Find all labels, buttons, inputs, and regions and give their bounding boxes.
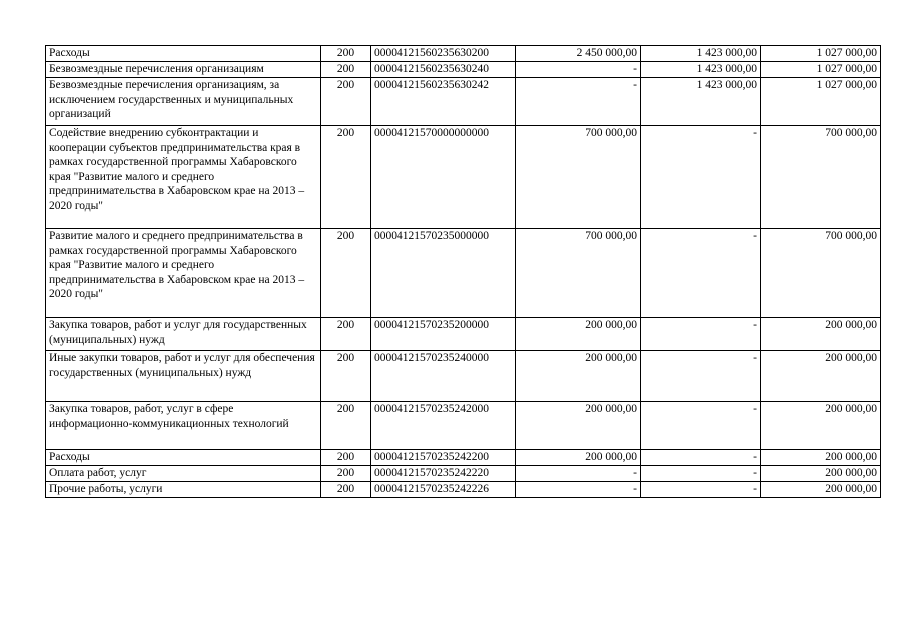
row-code-cell: 200	[321, 229, 371, 318]
row-name-cell: Безвозмездные перечисления организациям	[46, 62, 321, 78]
row-classification-cell: 00004121570235242000	[371, 402, 516, 450]
row-name-cell: Безвозмездные перечисления организациям, за исключением государственных и муниципальных организаций	[46, 78, 321, 126]
row-unexecuted-cell: 200 000,00	[761, 351, 881, 402]
row-classification-cell: 00004121560235630240	[371, 62, 516, 78]
row-code-cell: 200	[321, 62, 371, 78]
table-row	[46, 46, 881, 62]
row-code-cell: 200	[321, 126, 371, 229]
table-row	[46, 318, 881, 351]
row-name-cell: Прочие работы, услуги	[46, 482, 321, 498]
row-classification-cell: 00004121570235242220	[371, 466, 516, 482]
row-code-cell: 200	[321, 482, 371, 498]
table-row	[46, 229, 881, 318]
row-unexecuted-cell: 200 000,00	[761, 402, 881, 450]
row-approved-cell: 2 450 000,00	[516, 46, 641, 62]
row-executed-cell: 1 423 000,00	[641, 62, 761, 78]
row-approved-cell: 200 000,00	[516, 318, 641, 351]
row-unexecuted-cell: 1 027 000,00	[761, 78, 881, 126]
row-approved-cell: -	[516, 62, 641, 78]
row-executed-cell: -	[641, 318, 761, 351]
row-approved-cell: -	[516, 466, 641, 482]
table-row	[46, 62, 881, 78]
row-approved-cell: 200 000,00	[516, 450, 641, 466]
row-classification-cell: 00004121570235242200	[371, 450, 516, 466]
row-approved-cell: 200 000,00	[516, 402, 641, 450]
row-unexecuted-cell: 1 027 000,00	[761, 46, 881, 62]
row-name-cell: Содействие внедрению субконтрактации и кооперации субъектов предпринимательства края в рамках государственной программы Хабаровского края "Развитие малого и среднего предпринимательства в Хабаровском крае на 2013 – 2020 годы"	[46, 126, 321, 229]
row-executed-cell: -	[641, 351, 761, 402]
row-code-cell: 200	[321, 466, 371, 482]
row-unexecuted-cell: 700 000,00	[761, 229, 881, 318]
row-classification-cell: 00004121570235200000	[371, 318, 516, 351]
row-classification-cell: 00004121560235630242	[371, 78, 516, 126]
table-row	[46, 466, 881, 482]
row-code-cell: 200	[321, 46, 371, 62]
row-code-cell: 200	[321, 402, 371, 450]
row-executed-cell: 1 423 000,00	[641, 46, 761, 62]
row-approved-cell: 200 000,00	[516, 351, 641, 402]
row-executed-cell: -	[641, 450, 761, 466]
row-approved-cell: -	[516, 78, 641, 126]
row-unexecuted-cell: 700 000,00	[761, 126, 881, 229]
row-executed-cell: -	[641, 229, 761, 318]
table-row	[46, 402, 881, 450]
row-code-cell: 200	[321, 78, 371, 126]
row-executed-cell: -	[641, 466, 761, 482]
row-name-cell: Закупка товаров, работ, услуг в сфере информационно-коммуникационных технологий	[46, 402, 321, 450]
row-approved-cell: 700 000,00	[516, 229, 641, 318]
row-name-cell: Расходы	[46, 46, 321, 62]
row-name-cell: Иные закупки товаров, работ и услуг для обеспечения государственных (муниципальных) нужд	[46, 351, 321, 402]
row-code-cell: 200	[321, 318, 371, 351]
row-classification-cell: 00004121570235240000	[371, 351, 516, 402]
row-name-cell: Развитие малого и среднего предпринимательства в рамках государственной программы Хабаровского края "Развитие малого и среднего предпринимательства в Хабаровском крае на 2013 – 2020 годы"	[46, 229, 321, 318]
row-unexecuted-cell: 200 000,00	[761, 318, 881, 351]
row-unexecuted-cell: 1 027 000,00	[761, 62, 881, 78]
budget-execution-table	[45, 45, 881, 498]
table-row	[46, 78, 881, 126]
table-body	[46, 46, 881, 498]
table-row	[46, 351, 881, 402]
row-unexecuted-cell: 200 000,00	[761, 482, 881, 498]
row-name-cell: Закупка товаров, работ и услуг для государственных (муниципальных) нужд	[46, 318, 321, 351]
row-executed-cell: 1 423 000,00	[641, 78, 761, 126]
row-code-cell: 200	[321, 450, 371, 466]
row-code-cell: 200	[321, 351, 371, 402]
table-row	[46, 450, 881, 466]
table-row	[46, 126, 881, 229]
row-executed-cell: -	[641, 126, 761, 229]
row-approved-cell: 700 000,00	[516, 126, 641, 229]
row-classification-cell: 00004121570000000000	[371, 126, 516, 229]
row-classification-cell: 00004121560235630200	[371, 46, 516, 62]
row-executed-cell: -	[641, 402, 761, 450]
table-row	[46, 482, 881, 498]
row-unexecuted-cell: 200 000,00	[761, 466, 881, 482]
row-classification-cell: 00004121570235242226	[371, 482, 516, 498]
row-executed-cell: -	[641, 482, 761, 498]
row-classification-cell: 00004121570235000000	[371, 229, 516, 318]
row-name-cell: Оплата работ, услуг	[46, 466, 321, 482]
row-approved-cell: -	[516, 482, 641, 498]
row-name-cell: Расходы	[46, 450, 321, 466]
row-unexecuted-cell: 200 000,00	[761, 450, 881, 466]
